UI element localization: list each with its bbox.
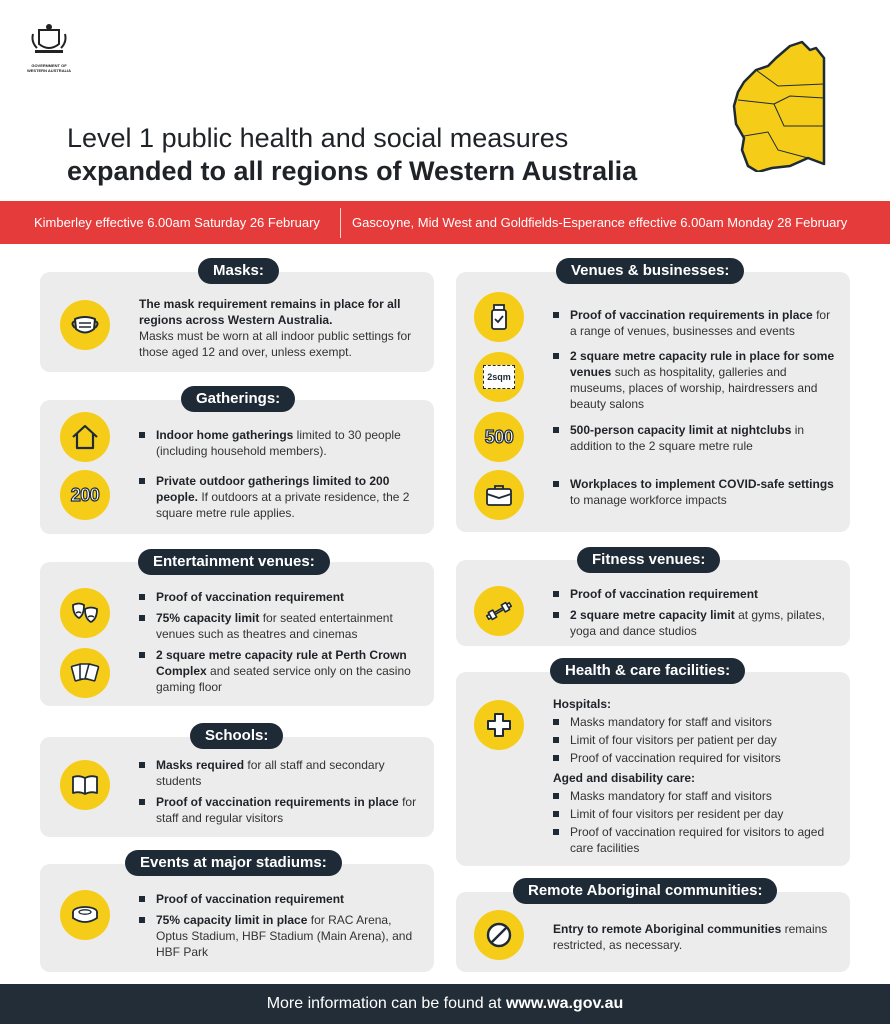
schools-heading: Schools:: [190, 723, 283, 749]
entertainment-heading: Entertainment venues:: [138, 549, 330, 575]
footer-bar: [0, 984, 890, 1024]
entertainment-item-vaccination: Proof of vaccination requirement: [139, 589, 421, 605]
stadiums-heading: Events at major stadiums:: [125, 850, 342, 876]
number-500-label: 500: [484, 426, 514, 447]
banner-divider: [340, 208, 341, 238]
fitness-item-vaccination: Proof of vaccination requirement: [553, 586, 839, 602]
aged-care-subheading: Aged and disability care:: [553, 771, 696, 785]
venues-item-vaccination: Proof of vaccination requirements in place for a range of venues, businesses and events: [553, 307, 839, 339]
venues-list: [553, 307, 839, 513]
venues-item-workplaces: Workplaces to implement COVID-safe settings to manage workforce impacts: [553, 476, 839, 508]
title-line-1: Level 1 public health and social measures: [67, 123, 569, 153]
masks-heading: Masks:: [198, 258, 279, 284]
hospitals-item-vaccination: Proof of vaccination required for visitors: [553, 750, 839, 766]
crest-line-1: GOVERNMENT OF: [31, 63, 67, 68]
vaccine-vial-icon: [474, 292, 524, 342]
number-200-label: 200: [70, 484, 100, 505]
schools-list: [139, 757, 421, 831]
footer-text: More information can be found at: [266, 995, 506, 1012]
entertainment-item-crown: 2 square metre capacity rule at Perth Crown Complex and seated service only on the casino gaming floor: [139, 647, 421, 695]
crest-caption: [24, 63, 74, 73]
stadiums-list: [139, 891, 421, 965]
masks-text: [139, 296, 421, 360]
hospitals-item-masks: Masks mandatory for staff and visitors: [553, 714, 839, 730]
masks-bold-text: The mask requirement remains in place for all regions across Western Australia.: [139, 297, 401, 327]
aged-item-vaccination: Proof of vaccination required for visitors to aged care facilities: [553, 824, 839, 856]
fitness-item-capacity: 2 square metre capacity limit at gyms, pilates, yoga and dance studios: [553, 607, 839, 639]
banner-kimberley-date: Kimberley effective 6.00am Saturday 26 February: [34, 215, 320, 230]
mask-icon: [60, 300, 110, 350]
gatherings-item-indoor: Indoor home gatherings limited to 30 people (including household members).: [139, 427, 421, 459]
briefcase-icon: [474, 470, 524, 520]
title-line-2: expanded to all regions of Western Australia: [67, 156, 638, 186]
remote-detail-text: remains restricted, as necessary.: [553, 922, 828, 952]
crest-emblem-icon: [29, 22, 69, 56]
medical-cross-icon: [474, 700, 524, 750]
number-500-icon: [474, 412, 524, 462]
western-australia-map-icon: [728, 40, 828, 172]
venues-item-two-sqm: 2 square metre capacity rule in place for some venues such as hospitality, galleries and museums, places of worship, hairdressers and beauty salons: [553, 348, 839, 412]
fitness-list: [553, 586, 839, 644]
square-metre-label: 2sqm: [483, 365, 515, 389]
theatre-masks-icon: [60, 588, 110, 638]
crest-line-2: WESTERN AUSTRALIA: [26, 68, 72, 73]
remote-text: [553, 921, 839, 953]
banner-regions-date: Gascoyne, Mid West and Goldfields-Esperance effective 6.00am Monday 28 February: [352, 215, 848, 230]
hospitals-subheading: Hospitals:: [553, 697, 612, 711]
health-list: [553, 696, 839, 858]
square-metre-icon: [474, 352, 524, 402]
entertainment-list: [139, 589, 421, 700]
venues-item-nightclubs: 500-person capacity limit at nightclubs in addition to the 2 square metre rule: [553, 422, 839, 454]
government-crest-logo: [24, 22, 74, 73]
masks-detail-text: Masks must be worn at all indoor public settings for those aged 12 and over, unless exempt.: [139, 329, 412, 359]
remote-heading: Remote Aboriginal communities:: [513, 878, 777, 904]
gatherings-item-outdoor: Private outdoor gatherings limited to 200 people. If outdoors at a private residence, the 2 square metre rule applies.: [139, 473, 421, 521]
aged-item-visitors: Limit of four visitors per resident per day: [553, 806, 839, 822]
fitness-heading: Fitness venues:: [577, 547, 720, 573]
page-title: [67, 122, 707, 188]
gatherings-heading: Gatherings:: [181, 386, 295, 412]
dumbbell-icon: [474, 586, 524, 636]
schools-item-vaccination: Proof of vaccination requirements in place for staff and regular visitors: [139, 794, 421, 826]
health-heading: Health & care facilities:: [550, 658, 745, 684]
entertainment-item-capacity: 75% capacity limit for seated entertainment venues such as theatres and cinemas: [139, 610, 421, 642]
hospitals-item-visitors: Limit of four visitors per patient per day: [553, 732, 839, 748]
remote-bold-text: Entry to remote Aboriginal communities: [553, 922, 782, 936]
effective-dates-banner: [0, 201, 890, 244]
gatherings-list: [139, 427, 421, 526]
stadiums-item-capacity: 75% capacity limit in place for RAC Arena, Optus Stadium, HBF Stadium (Main Arena), and HBF Park: [139, 912, 421, 960]
playing-cards-icon: [60, 648, 110, 698]
no-entry-icon: [474, 910, 524, 960]
venues-heading: Venues & businesses:: [556, 258, 744, 284]
stadiums-item-vaccination: Proof of vaccination requirement: [139, 891, 421, 907]
number-200-icon: [60, 470, 110, 520]
aged-item-masks: Masks mandatory for staff and visitors: [553, 788, 839, 804]
website-link[interactable]: www.wa.gov.au: [505, 995, 624, 1012]
schools-item-masks: Masks required for all staff and secondary students: [139, 757, 421, 789]
book-icon: [60, 760, 110, 810]
house-icon: [60, 412, 110, 462]
stadium-icon: [60, 890, 110, 940]
